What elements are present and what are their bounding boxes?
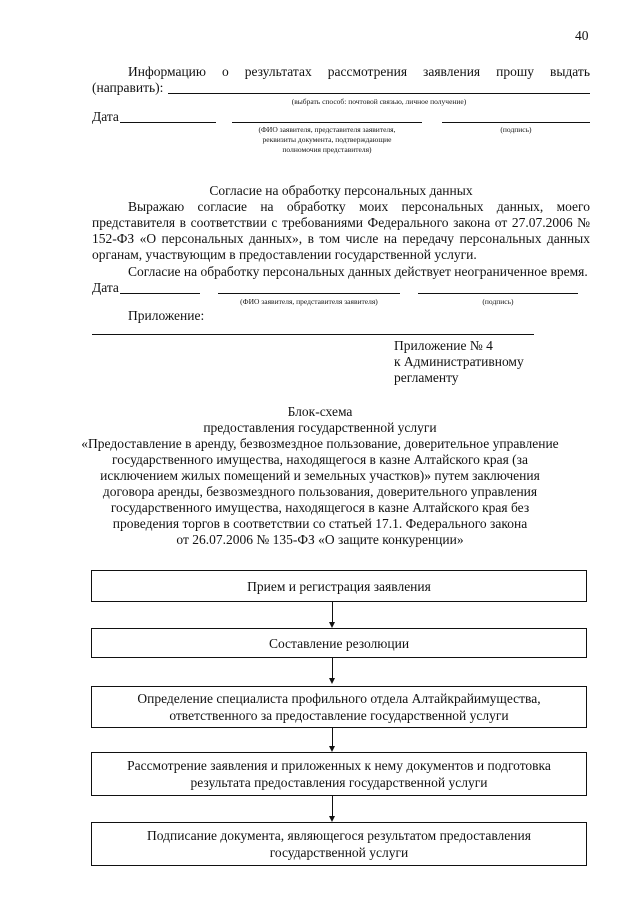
flow-step-signing — [91, 822, 587, 866]
consent-title: Согласие на обработку персональных данных — [209, 183, 473, 198]
scheme-title-7: государственного имущества, находящегося в казне Алтайского края без — [110, 500, 530, 515]
signature-line-1 — [442, 122, 590, 123]
result-method-hint: (выбрать способ: почтовой связью, личное получение) — [291, 97, 467, 106]
date-label-1: Дата — [92, 109, 119, 124]
arrow-4-shaft — [332, 796, 333, 818]
attachment-label: Приложение: — [128, 308, 205, 323]
flow-step-3-line1: Определение специалиста профильного отдела Алтайкрайимущества, — [137, 691, 541, 706]
fio-hint-2: (ФИО заявителя, представителя заявителя) — [240, 297, 378, 306]
consent-p1-line4: органам, участвующим в предоставлении государственной услуги. — [92, 247, 477, 262]
fio-hint-1c: полномочия представителя) — [282, 145, 372, 154]
consent-p1-line2: представителя в соответствии с требованиями Федерального закона от 27.07.2006 № — [92, 215, 590, 230]
result-info-label: (направить): — [92, 80, 164, 95]
scheme-title-6: договора аренды, безвозмездного пользования, доверительного управления — [102, 484, 538, 499]
flow-step-5-line2: государственной услуги — [269, 845, 409, 860]
result-info-line1: Информацию о результатах рассмотрения заявления прошу выдать — [128, 64, 590, 79]
fio-line-1 — [232, 122, 422, 123]
arrow-1-shaft — [332, 602, 333, 624]
fio-hint-1b: реквизиты документа, подтверждающие — [262, 135, 392, 144]
date-line-2 — [120, 293, 200, 294]
appendix-line2: к Административному — [394, 354, 524, 369]
flow-step-3-line2: ответственного за предоставление государственной услуги — [169, 708, 509, 723]
flow-step-resolution — [91, 628, 587, 658]
scheme-title-8: проведения торгов в соответствии со статьей 17.1. Федерального закона — [112, 516, 528, 531]
scheme-title-4: государственного имущества, находящегося в казне Алтайского края (за — [112, 452, 528, 467]
scheme-title-5: исключением жилых помещений и земельных участков)» путем заключения — [100, 468, 540, 483]
fio-hint-1a: (ФИО заявителя, представителя заявителя, — [258, 125, 396, 134]
arrow-2-shaft — [332, 658, 333, 680]
scheme-title-9: от 26.07.2006 № 135-ФЗ «О защите конкуренции» — [176, 532, 464, 547]
date-label-2: Дата — [92, 280, 119, 295]
flow-step-4-line2: результата предоставления государственной услуги — [190, 775, 488, 790]
flow-step-reception — [91, 570, 587, 602]
flow-step-2-line1: Составление резолюции — [268, 635, 410, 651]
scheme-title-1: Блок-схема — [287, 404, 353, 419]
signature-line-2 — [418, 293, 578, 294]
scheme-title-3: «Предоставление в аренду, безвозмездное пользование, доверительное управление — [81, 436, 559, 451]
date-line-1 — [120, 122, 216, 123]
consent-p2: Согласие на обработку персональных данных действует неограниченное время. — [128, 264, 588, 279]
flow-step-5-line1: Подписание документа, являющегося результатом предоставления — [147, 828, 531, 843]
scheme-title-2: предоставления государственной услуги — [203, 420, 437, 435]
flow-step-4-line1: Рассмотрение заявления и приложенных к нему документов и подготовка — [127, 758, 551, 773]
signature-hint-1: (подпись) — [500, 125, 532, 134]
arrow-2-head — [329, 678, 335, 684]
flow-step-review — [91, 752, 587, 796]
flow-step-specialist — [91, 686, 587, 728]
page-number: 40 — [575, 28, 589, 43]
signature-hint-2: (подпись) — [482, 297, 514, 306]
appendix-line3: регламенту — [394, 370, 459, 385]
consent-p1-line3: 152-ФЗ «О персональных данных», в том числе на передачу персональных данных — [92, 231, 590, 246]
consent-p1-line1: Выражаю согласие на обработку моих персональных данных, моего — [128, 199, 590, 214]
flow-step-1-line1: Прием и регистрация заявления — [247, 578, 431, 594]
attachment-line — [92, 334, 534, 335]
appendix-line1: Приложение № 4 — [394, 338, 493, 353]
arrow-3-shaft — [332, 728, 333, 748]
fio-line-2 — [218, 293, 400, 294]
result-method-line — [168, 93, 590, 94]
